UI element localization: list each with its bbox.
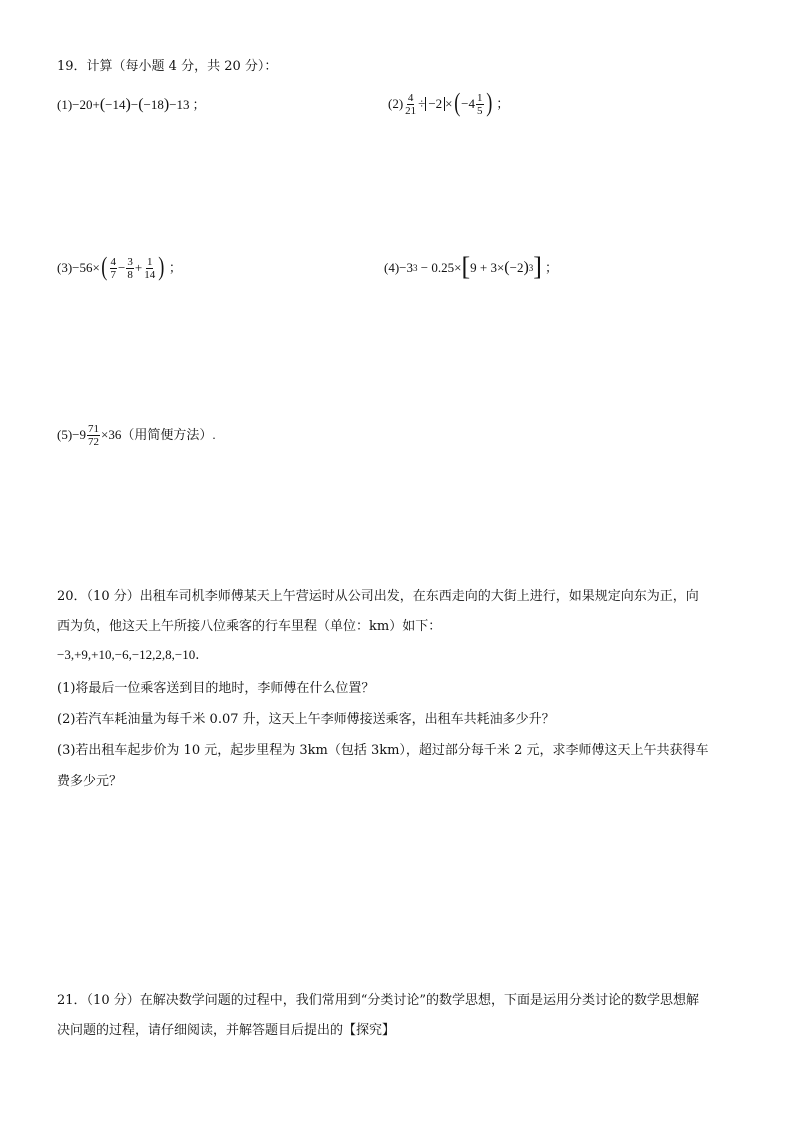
q19-part3 — [57, 252, 182, 284]
q19-p4-c: 9 + 3× — [470, 260, 505, 275]
q19-p5-rest: ×36（用简便方法）. — [101, 427, 216, 442]
q20-sub2: (2)若汽车耗油量为每千米 0.07 升，这天上午李师傅接送乘客，出租车共耗油多少升？ — [57, 712, 555, 727]
q19-p4-end: ； — [544, 260, 558, 275]
q19-p3-op2: + — [134, 260, 143, 275]
fraction-denominator: 5 — [477, 104, 483, 117]
q19-p5-label: (5) — [57, 427, 73, 442]
fraction-denominator: 7 — [110, 268, 117, 281]
q19-p3-op1: − — [118, 260, 126, 275]
left-bracket: [ — [461, 251, 471, 281]
q19-p2-end: ； — [496, 96, 510, 111]
fraction-numerator: 4 — [110, 255, 117, 268]
fraction-numerator: 1 — [477, 91, 483, 104]
mixed-fraction — [476, 92, 484, 117]
q20-line1: 20．（10 分）出租车司机李师傅某天上午营运时从公司出发，在东西走向的大街上进行，如果规定向东为正，向 — [57, 589, 699, 604]
fraction-numerator: 1 — [146, 255, 153, 268]
q19-p5-whole: −9 — [72, 427, 87, 442]
q19-p3-end: ； — [168, 260, 182, 275]
fraction-denominator: 8 — [127, 268, 133, 281]
q19-p3-frac3 — [143, 256, 156, 281]
q19-p3-frac1 — [110, 256, 118, 281]
q19-p1-a: −20+ — [72, 97, 100, 112]
right-big-paren: ) — [158, 251, 165, 281]
right-paren: ) — [523, 259, 529, 276]
q20-sub3-line1: (3)若出租车起步价为 10 元，起步里程为 3km（包括 3km），超过部分每千米 2 元，求李师傅这天上午共获得车 — [57, 743, 709, 758]
q19-p2-fraction — [404, 92, 417, 117]
fraction-denominator: 21 — [405, 104, 417, 117]
q19-p1-c: − — [130, 97, 139, 112]
q19-p3-pre: −56× — [72, 260, 100, 275]
q19-p2-mixed-number — [461, 92, 484, 117]
q19-p4-d: −2 — [509, 260, 524, 275]
q19-p2-div: ÷ — [418, 96, 426, 111]
left-big-paren: ( — [453, 87, 460, 117]
q19-part5 — [57, 419, 216, 451]
left-big-paren: ( — [101, 251, 108, 281]
right-paren: ) — [125, 96, 131, 113]
fraction-denominator: 72 — [88, 435, 100, 448]
q20-data — [57, 646, 199, 665]
q20-sub3-line2: 费多少元？ — [57, 774, 123, 789]
q19-p4-label: (4) — [384, 260, 400, 275]
fraction-numerator: 4 — [407, 91, 414, 104]
mixed-whole: −4 — [461, 96, 476, 111]
q20-data-values: −3,+9,+10,−6,−12,2,8,−10 — [57, 647, 196, 662]
left-paren: ( — [504, 259, 510, 276]
q19-p4-a: −3 — [399, 260, 414, 275]
q19-p1-d: −18 — [143, 97, 164, 112]
q19-p3-label: (3) — [57, 260, 73, 275]
q19-part2 — [388, 88, 509, 120]
fraction-numerator: 71 — [88, 422, 100, 435]
q20-data-end: . — [195, 648, 200, 663]
right-paren: ) — [163, 96, 170, 113]
q19-p2-label: (2) — [388, 96, 404, 111]
q19-p5-fraction — [87, 423, 100, 448]
q19-p1-b: −14 — [105, 97, 126, 112]
q19-p2-abs: −2 — [425, 97, 445, 111]
right-big-paren: ) — [485, 87, 492, 117]
q20-sub1: (1)将最后一位乘客送到目的地时，李师傅在什么位置？ — [57, 681, 375, 696]
q19-p1-label: (1) — [57, 97, 73, 112]
q19-p2-times: × — [445, 96, 453, 111]
q19-p1-end: ； — [192, 97, 206, 112]
q21-line2: 决问题的过程，请仔细阅读，并解答题目后提出的【探究】 — [57, 1023, 396, 1038]
fraction-numerator: 3 — [127, 255, 133, 268]
q20-line2: 西为负，他这天上午所接八位乘客的行车里程（单位：km）如下： — [57, 619, 442, 634]
q21-line1: 21．（10 分）在解决数学问题的过程中，我们常用到“分类讨论”的数学思想，下面是运用分类讨论的数学思想解 — [57, 993, 700, 1008]
q19-p3-frac2 — [126, 256, 134, 281]
q19-p1-e: −13 — [169, 97, 190, 112]
right-bracket: ] — [533, 251, 542, 281]
fraction-denominator: 14 — [144, 268, 156, 281]
q19-part4: (4) −3 3 − 0.25× [ 9 + 3× ( −2 ) 3 ] ； — [384, 251, 558, 281]
q19-title: 19．计算（每小题 4 分，共 20 分）： — [57, 59, 278, 74]
q19-part1 — [57, 93, 206, 117]
left-paren: ( — [138, 96, 144, 113]
left-paren: ( — [99, 96, 106, 113]
q19-p4-b: − 0.25× — [417, 260, 462, 275]
